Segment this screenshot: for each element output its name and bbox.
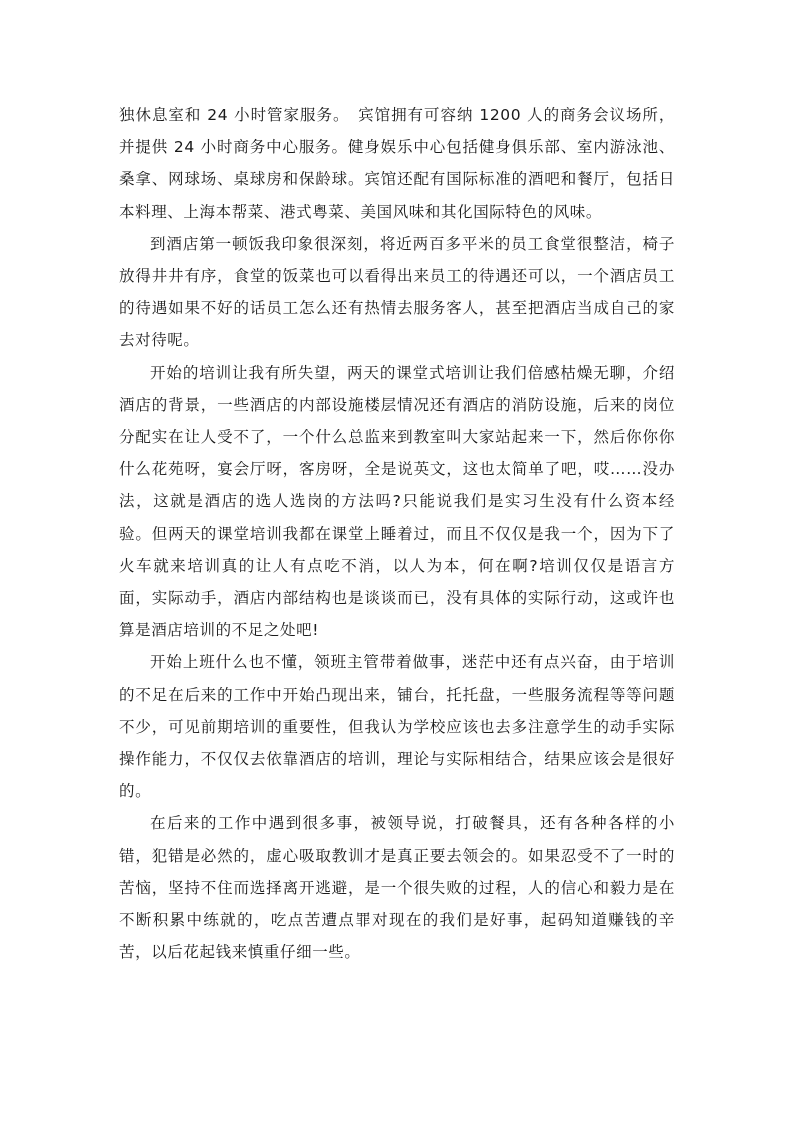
paragraph-hotel-facilities: 独休息室和 24 小时管家服务。 宾馆拥有可容纳 1200 人的商务会议场所，并提供 24 小时商务中心服务。健身娱乐中心包括健身俱乐部、室内游泳池、桑拿、网球场、桌球房和保龄球。宾馆还配有国际标准的酒吧和餐厅，包括日本料理、上海本帮菜、港式粤菜、美国风味和其化国际特色的风味。: [119, 106, 675, 221]
paragraph-training: 开始的培训让我有所失望，两天的课堂式培训让我们倍感枯燥无聊，介绍酒店的背景，一些酒店的内部设施楼层情况还有酒店的消防设施，后来的岗位分配实在让人受不了，一个什么总监来到教室叫大家站起来一下，然后你你你什么花苑呀，宴会厅呀，客房呀，全是说英文，这也太简单了吧，哎……没办法，这就是酒店的选人选岗的方法吗?只能说我们是实习生没有什么资本经验。但两天的课堂培训我都在课堂上睡着过，而且不仅仅是我一个，因为下了火车就来培训真的让人有点吃不消，以人为本，何在啊?培训仅仅是语言方面，实际动手，酒店内部结构也是谈谈而已，没有具体的实际行动，这或许也算是酒店培训的不足之处吧!: [119, 363, 675, 640]
paragraph-staff-canteen: 到酒店第一顿饭我印象很深刻，将近两百多平米的员工食堂很整洁，椅子放得井井有序，食堂的饭菜也可以看得出来员工的待遇还可以，一个酒店员工的待遇如果不好的话员工怎么还有热情去服务客人，甚至把酒店当成自己的家去对待呢。: [119, 234, 675, 350]
paragraph-lessons-learned: 在后来的工作中遇到很多事，被领导说，打破餐具，还有各种各样的小错，犯错是必然的，虚心吸取教训才是真正要去领会的。如果忍受不了一时的苦恼，坚持不住而选择离开逃避，是一个很失败的过程，人的信心和毅力是在不断积累中练就的，吃点苦遭点罪对现在的我们是好事，起码知道赚钱的辛苦，以后花起钱来慎重仔细一些。: [119, 814, 675, 962]
paragraph-starting-work: 开始上班什么也不懂，领班主管带着做事，迷茫中还有点兴奋，由于培训的不足在后来的工作中开始凸现出来，铺台，托托盘，一些服务流程等等问题不少，可见前期培训的重要性，但我认为学校应该也去多注意学生的动手实际操作能力，不仅仅去依靠酒店的培训，理论与实际相结合，结果应该会是很好的。: [119, 653, 675, 801]
document-body: [119, 99, 675, 968]
